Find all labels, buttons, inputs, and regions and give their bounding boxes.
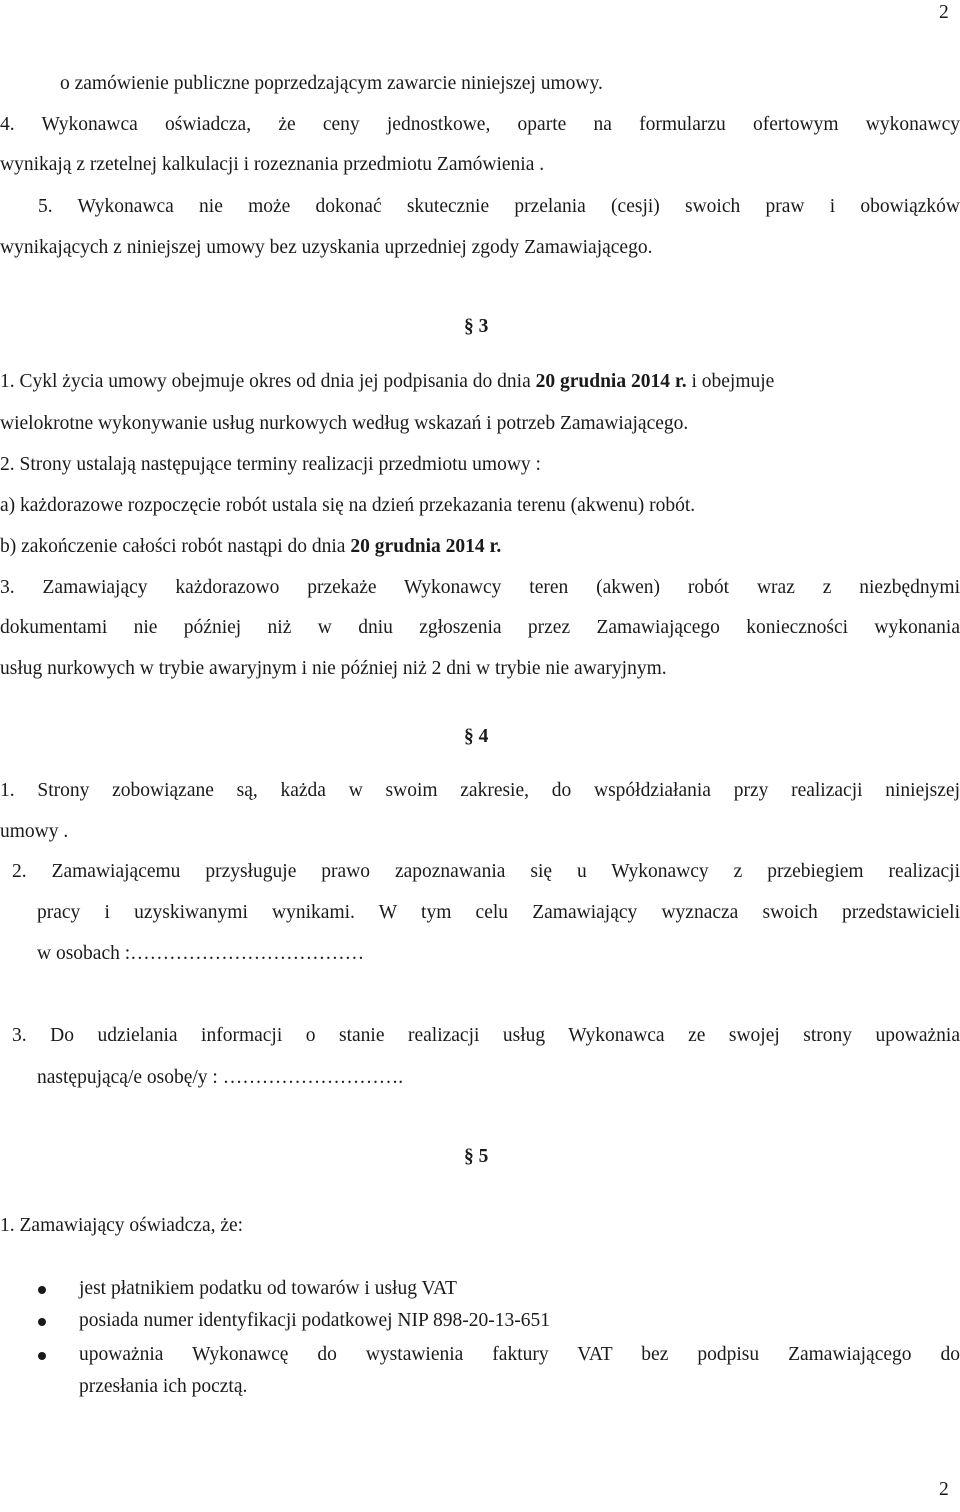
section-5-bullet-3-line-1: upoważnia Wykonawcę do wystawienia faktury VAT bez podpisu Zamawiającego do [79,1344,960,1365]
section-3-p1-tail: i obejmuje [686,371,775,392]
section-3-paragraph-2-b [0,535,501,559]
section-3-p2b-text: b) zakończenie całości robót nastąpi do dnia [0,536,351,557]
section-3-heading: § 3 [464,316,489,337]
bullet-2 [38,1318,46,1326]
section-4-paragraph-3-line-2: następującą/e osobę/y : ………………………. [37,1067,404,1088]
section-3-paragraph-1-line-1 [0,370,774,394]
section-5-bullet-1: jest płatnikiem podatku od towarów i usług VAT [79,1278,457,1299]
page-number-bottom: 2 [939,1479,949,1500]
section-3-p1-date: 20 grudnia 2014 r. [535,371,687,392]
section-4-paragraph-1-line-1: 1. Strony zobowiązane są, każda w swoim zakresie, do współdziałania przy realizacji niniejszej [0,780,960,801]
bullet-3 [38,1352,46,1360]
section-4-paragraph-1-line-2: umowy . [0,821,69,842]
section-3-paragraph-2: 2. Strony ustalają następujące terminy realizacji przedmiotu umowy : [0,454,541,475]
section-5-bullet-2: posiada numer identyfikacji podatkowej NIP 898-20-13-651 [79,1310,550,1331]
section-3-paragraph-3-line-1: 3. Zamawiający każdorazowo przekaże Wykonawcy teren (akwen) robót wraz z niezbędnymi [0,577,960,598]
intro-line: o zamówienie publiczne poprzedzającym zawarcie niniejszej umowy. [60,73,603,94]
paragraph-4-line-1: 4. Wykonawca oświadcza, że ceny jednostkowe, oparte na formularzu ofertowym wykonawcy [0,114,960,135]
paragraph-5-line-1: 5. Wykonawca nie może dokonać skutecznie przelania (cesji) swoich praw i obowiązków [38,196,960,217]
section-4-heading: § 4 [464,726,489,747]
section-3-p1-text: 1. Cykl życia umowy obejmuje okres od dnia jej podpisania do dnia [0,371,536,392]
section-5-paragraph-1: 1. Zamawiający oświadcza, że: [0,1215,244,1236]
section-5-heading: § 5 [464,1146,489,1167]
section-3-paragraph-2-a: a) każdorazowe rozpoczęcie robót ustala się na dzień przekazania terenu (akwenu) robót. [0,495,696,516]
bullet-1 [38,1286,46,1294]
section-3-paragraph-1-line-2: wielokrotne wykonywanie usług nurkowych według wskazań i potrzeb Zamawiającego. [0,413,689,434]
page-number-top: 2 [939,2,949,23]
section-3-paragraph-3-line-2: dokumentami nie później niż w dniu zgłoszenia przez Zamawiającego konieczności wykonania [0,617,960,638]
section-3-paragraph-3-line-3: usług nurkowych w trybie awaryjnym i nie później niż 2 dni w trybie nie awaryjnym. [0,658,667,679]
section-3-p2b-date: 20 grudnia 2014 r. [350,536,502,557]
section-4-paragraph-2-line-3: w osobach :……………………………… [37,943,365,964]
section-5-bullet-3-line-2: przesłania ich pocztą. [79,1376,248,1397]
paragraph-4-line-2: wynikają z rzetelnej kalkulacji i rozeznania przedmiotu Zamówienia . [0,154,545,175]
section-4-paragraph-2-line-1: 2. Zamawiającemu przysługuje prawo zapoznawania się u Wykonawcy z przebiegiem realizacji [12,861,960,882]
section-4-paragraph-2-line-2: pracy i uzyskiwanymi wynikami. W tym celu Zamawiający wyznacza swoich przedstawicieli [37,902,960,923]
paragraph-5-line-2: wynikających z niniejszej umowy bez uzyskania uprzedniej zgody Zamawiającego. [0,237,653,258]
section-4-paragraph-3-line-1: 3. Do udzielania informacji o stanie realizacji usług Wykonawca ze swojej strony upoważnia [12,1025,960,1046]
